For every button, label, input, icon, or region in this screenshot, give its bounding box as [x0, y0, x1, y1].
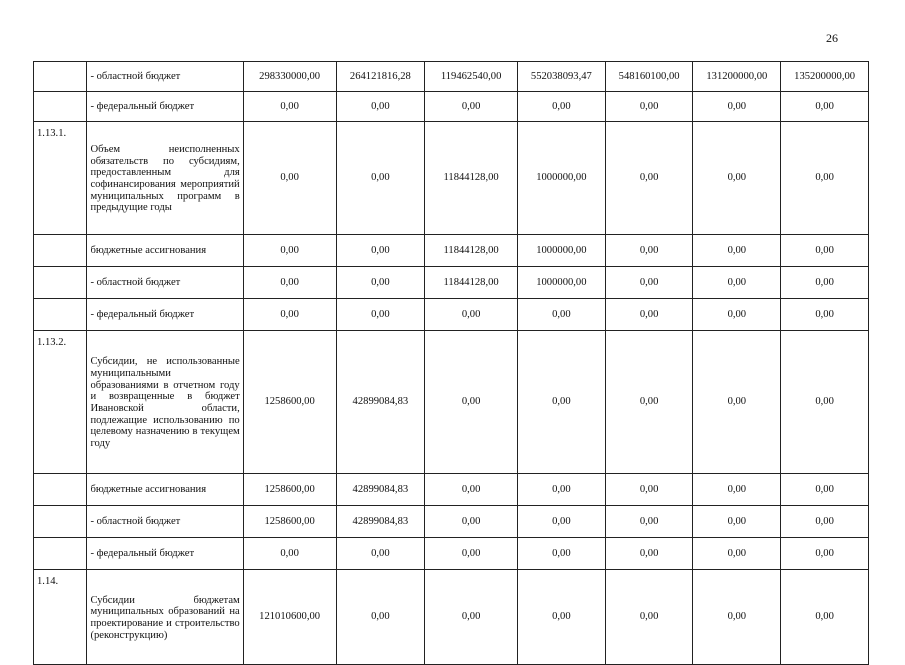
value-cell: 0,00 — [693, 474, 781, 506]
row-code — [34, 506, 87, 538]
value-cell: 119462540,00 — [425, 62, 518, 92]
table-row — [34, 299, 869, 331]
value-cell: 0,00 — [518, 92, 606, 122]
value-cell: 0,00 — [605, 474, 693, 506]
value-cell: 0,00 — [336, 538, 425, 570]
value-cell: 0,00 — [243, 92, 336, 122]
value-cell: 0,00 — [518, 538, 606, 570]
value-cell: 11844128,00 — [425, 267, 518, 299]
value-cell: 0,00 — [781, 267, 869, 299]
value-cell: 1000000,00 — [518, 267, 606, 299]
value-cell: 0,00 — [605, 122, 693, 235]
table-row — [34, 538, 869, 570]
value-cell: 0,00 — [336, 235, 425, 267]
table-row — [34, 331, 869, 474]
budget-table-body — [34, 62, 869, 665]
value-cell: 0,00 — [605, 506, 693, 538]
row-code: 1.13.1. — [34, 122, 87, 235]
value-cell: 0,00 — [425, 474, 518, 506]
value-cell: 0,00 — [243, 235, 336, 267]
value-cell: 0,00 — [605, 235, 693, 267]
table-row — [34, 506, 869, 538]
value-cell: 552038093,47 — [518, 62, 606, 92]
value-cell: 11844128,00 — [425, 122, 518, 235]
row-code — [34, 299, 87, 331]
row-name: Субсидии, не использованные муниципальными образованиями в отчетном году и возвращенные в бюджет Ивановской области, подлежащие использованию по целевому назначению в текущем году — [87, 331, 243, 474]
value-cell: 121010600,00 — [243, 570, 336, 665]
value-cell: 0,00 — [781, 570, 869, 665]
row-name: бюджетные ассигнования — [87, 474, 243, 506]
value-cell: 0,00 — [605, 570, 693, 665]
value-cell: 0,00 — [243, 299, 336, 331]
table-row — [34, 235, 869, 267]
value-cell: 135200000,00 — [781, 62, 869, 92]
value-cell: 0,00 — [605, 299, 693, 331]
page-number: 26 — [826, 31, 838, 45]
value-cell: 0,00 — [693, 299, 781, 331]
table-row — [34, 62, 869, 92]
value-cell: 0,00 — [693, 570, 781, 665]
value-cell: 42899084,83 — [336, 331, 425, 474]
value-cell: 0,00 — [781, 299, 869, 331]
value-cell: 1258600,00 — [243, 331, 336, 474]
row-code — [34, 538, 87, 570]
value-cell: 1258600,00 — [243, 506, 336, 538]
row-name: - федеральный бюджет — [87, 299, 243, 331]
value-cell: 0,00 — [243, 122, 336, 235]
value-cell: 42899084,83 — [336, 506, 425, 538]
value-cell: 0,00 — [336, 122, 425, 235]
row-code — [34, 474, 87, 506]
row-name: - областной бюджет — [87, 62, 243, 92]
value-cell: 0,00 — [425, 538, 518, 570]
row-name: - областной бюджет — [87, 506, 243, 538]
value-cell: 1258600,00 — [243, 474, 336, 506]
row-name: - федеральный бюджет — [87, 92, 243, 122]
row-code: 1.13.2. — [34, 331, 87, 474]
value-cell: 0,00 — [518, 506, 606, 538]
row-name: бюджетные ассигнования — [87, 235, 243, 267]
row-name: - областной бюджет — [87, 267, 243, 299]
budget-table — [33, 61, 869, 665]
value-cell: 131200000,00 — [693, 62, 781, 92]
value-cell: 0,00 — [336, 299, 425, 331]
row-code — [34, 62, 87, 92]
value-cell: 42899084,83 — [336, 474, 425, 506]
value-cell: 0,00 — [605, 331, 693, 474]
value-cell: 0,00 — [518, 331, 606, 474]
value-cell: 298330000,00 — [243, 62, 336, 92]
value-cell: 0,00 — [781, 122, 869, 235]
value-cell: 0,00 — [781, 538, 869, 570]
row-code: 1.14. — [34, 570, 87, 665]
value-cell: 0,00 — [693, 122, 781, 235]
value-cell: 0,00 — [693, 92, 781, 122]
value-cell: 0,00 — [425, 331, 518, 474]
table-row — [34, 122, 869, 235]
value-cell: 0,00 — [781, 506, 869, 538]
table-row — [34, 267, 869, 299]
value-cell: 0,00 — [693, 506, 781, 538]
row-code — [34, 267, 87, 299]
value-cell: 0,00 — [693, 331, 781, 474]
row-name: Субсидии бюджетам муниципальных образований на проектирование и строительство (реконструкцию) — [87, 570, 243, 665]
row-code — [34, 92, 87, 122]
row-name: - федеральный бюджет — [87, 538, 243, 570]
value-cell: 0,00 — [425, 92, 518, 122]
value-cell: 11844128,00 — [425, 235, 518, 267]
value-cell: 264121816,28 — [336, 62, 425, 92]
row-code — [34, 235, 87, 267]
value-cell: 0,00 — [693, 267, 781, 299]
value-cell: 0,00 — [243, 267, 336, 299]
value-cell: 0,00 — [781, 235, 869, 267]
table-row — [34, 92, 869, 122]
table-row — [34, 570, 869, 665]
value-cell: 0,00 — [781, 331, 869, 474]
table-row — [34, 474, 869, 506]
value-cell: 0,00 — [425, 570, 518, 665]
value-cell: 0,00 — [605, 267, 693, 299]
value-cell: 0,00 — [336, 267, 425, 299]
value-cell: 0,00 — [336, 570, 425, 665]
value-cell: 0,00 — [518, 474, 606, 506]
value-cell: 0,00 — [605, 538, 693, 570]
value-cell: 0,00 — [781, 474, 869, 506]
value-cell: 1000000,00 — [518, 122, 606, 235]
value-cell: 1000000,00 — [518, 235, 606, 267]
value-cell: 0,00 — [425, 299, 518, 331]
value-cell: 0,00 — [336, 92, 425, 122]
value-cell: 0,00 — [693, 235, 781, 267]
value-cell: 0,00 — [693, 538, 781, 570]
row-name: Объем неисполненных обязательств по субсидиям, предоставленным для софинансирования мероприятий муниципальных программ в предыдущие годы — [87, 122, 243, 235]
value-cell: 0,00 — [605, 92, 693, 122]
value-cell: 0,00 — [518, 299, 606, 331]
value-cell: 0,00 — [518, 570, 606, 665]
value-cell: 0,00 — [781, 92, 869, 122]
value-cell: 0,00 — [425, 506, 518, 538]
value-cell: 0,00 — [243, 538, 336, 570]
value-cell: 548160100,00 — [605, 62, 693, 92]
